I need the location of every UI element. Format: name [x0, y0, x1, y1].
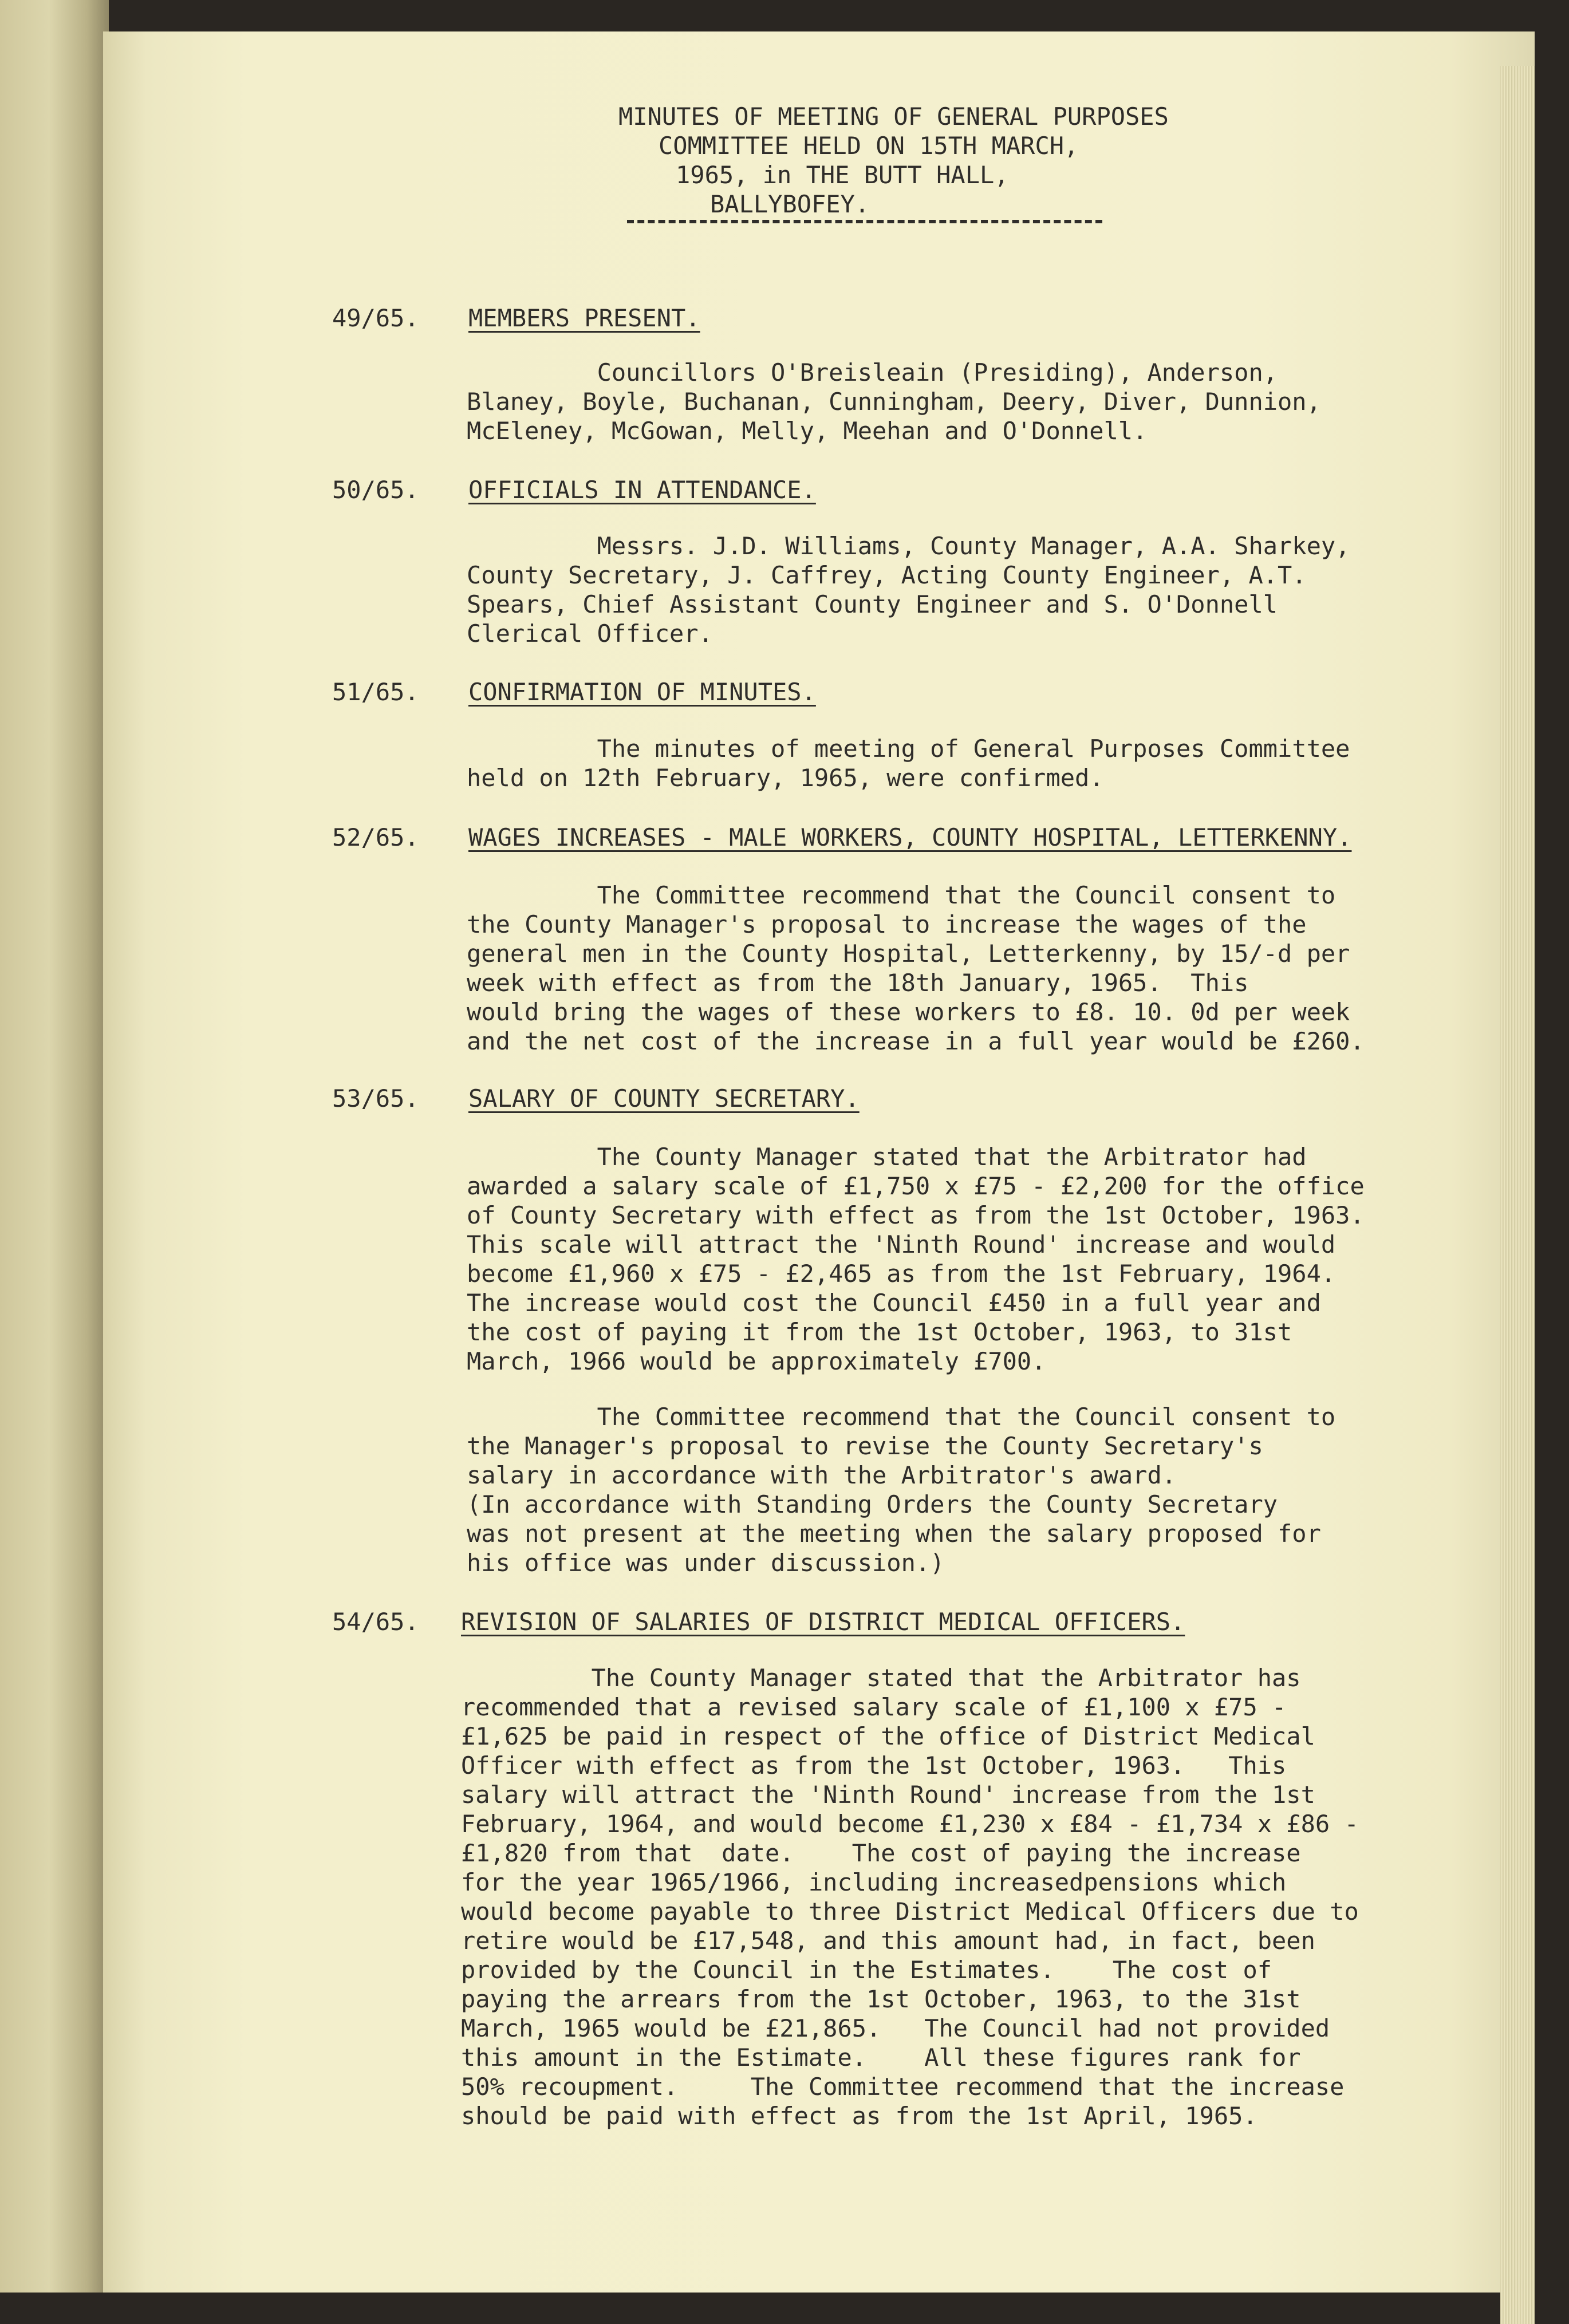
- text-line: The increase would cost the Council £450 in a full year and: [467, 1289, 1321, 1317]
- page-edge: [1500, 66, 1535, 2324]
- text-line: of County Secretary with effect as from the 1st October, 1963.: [467, 1201, 1365, 1229]
- text-line: this amount in the Estimate. All these figures rank for: [461, 2043, 1301, 2072]
- book-spine: [0, 0, 109, 2293]
- text-line: The County Manager stated that the Arbitrator has: [461, 1664, 1301, 1692]
- section-paragraph: [467, 881, 1371, 1056]
- text-line: £1,625 be paid in respect of the office of District Medical: [461, 1722, 1315, 1750]
- text-line: paying the arrears from the 1st October, 1963, to the 31st: [461, 1985, 1301, 2013]
- text-line: the County Manager's proposal to increase the wages of the: [467, 910, 1307, 938]
- section-number: 53/65.: [332, 1084, 419, 1112]
- text-line: March, 1966 would be approximately £700.: [467, 1347, 1046, 1375]
- text-line: should be paid with effect as from the 1st April, 1965.: [461, 2102, 1257, 2130]
- text-line: recommended that a revised salary scale of £1,100 x £75 -: [461, 1693, 1287, 1721]
- text-line: This scale will attract the 'Ninth Round' increase and would: [467, 1230, 1336, 1258]
- text-line: become £1,960 x £75 - £2,465 as from the 1st February, 1964.: [467, 1260, 1336, 1288]
- text-line: The Committee recommend that the Council consent to: [467, 881, 1336, 909]
- text-line: would bring the wages of these workers to £8. 10. 0d per week: [467, 998, 1350, 1026]
- text-line: his office was under discussion.): [467, 1549, 945, 1577]
- section-paragraph: [467, 358, 1371, 445]
- section-paragraph: [467, 531, 1371, 648]
- text-line: the Manager's proposal to revise the County Secretary's: [467, 1432, 1263, 1460]
- title-line-2: COMMITTEE HELD ON 15TH MARCH,: [659, 132, 1079, 160]
- section-heading: REVISION OF SALARIES OF DISTRICT MEDICAL OFFICERS.: [461, 1608, 1185, 1636]
- section-heading: WAGES INCREASES - MALE WORKERS, COUNTY HOSPITAL, LETTERKENNY.: [468, 823, 1352, 851]
- text-line: for the year 1965/1966, including increasedpensions which: [461, 1868, 1287, 1896]
- text-line: week with effect as from the 18th January, 1965. This: [467, 969, 1249, 997]
- section-number: 54/65.: [332, 1608, 419, 1636]
- text-line: salary will attract the 'Ninth Round' increase from the 1st: [461, 1781, 1315, 1809]
- text-line: Spears, Chief Assistant County Engineer and S. O'Donnell: [467, 590, 1278, 618]
- section-heading: MEMBERS PRESENT.: [468, 304, 700, 332]
- text-line: and the net cost of the increase in a full year would be £260.: [467, 1027, 1365, 1055]
- text-line: Blaney, Boyle, Buchanan, Cunningham, Deery, Diver, Dunnion,: [467, 388, 1321, 416]
- text-line: 50% recoupment. The Committee recommend that the increase: [461, 2073, 1345, 2101]
- section-paragraph: [461, 1663, 1366, 2130]
- text-line: Officer with effect as from the 1st October, 1963. This: [461, 1751, 1287, 1780]
- section-heading: CONFIRMATION OF MINUTES.: [468, 678, 816, 706]
- text-line: retire would be £17,548, and this amount had, in fact, been: [461, 1927, 1315, 1955]
- section-number: 49/65.: [332, 304, 419, 332]
- text-line: £1,820 from that date. The cost of paying the increase: [461, 1839, 1301, 1867]
- section-number: 52/65.: [332, 823, 419, 851]
- section-heading: OFFICIALS IN ATTENDANCE.: [468, 476, 816, 504]
- title-line-4: BALLYBOFEY.: [710, 190, 870, 218]
- text-line: provided by the Council in the Estimates. The cost of: [461, 1956, 1272, 1984]
- title-line-3: 1965, in THE BUTT HALL,: [676, 161, 1009, 189]
- text-line: Councillors O'Breisleain (Presiding), Anderson,: [467, 358, 1278, 386]
- text-line: the cost of paying it from the 1st October, 1963, to 31st: [467, 1318, 1292, 1346]
- section-number: 51/65.: [332, 678, 419, 706]
- text-line: awarded a salary scale of £1,750 x £75 - £2,200 for the office: [467, 1172, 1365, 1200]
- title-rule: [627, 220, 1102, 223]
- text-line: February, 1964, and would become £1,230 x £84 - £1,734 x £86 -: [461, 1810, 1359, 1838]
- text-line: would become payable to three District Medical Officers due to: [461, 1897, 1359, 1926]
- text-line: Messrs. J.D. Williams, County Manager, A.A. Sharkey,: [467, 532, 1350, 560]
- text-line: March, 1965 would be £21,865. The Council had not provided: [461, 2014, 1330, 2042]
- section-paragraph: [467, 1142, 1371, 1376]
- section-heading: SALARY OF COUNTY SECRETARY.: [468, 1084, 860, 1112]
- section-paragraph: [467, 1402, 1371, 1577]
- section-paragraph: [467, 734, 1371, 792]
- text-line: County Secretary, J. Caffrey, Acting County Engineer, A.T.: [467, 561, 1307, 589]
- text-line: Clerical Officer.: [467, 620, 713, 648]
- text-line: The County Manager stated that the Arbitrator had: [467, 1143, 1307, 1171]
- text-line: salary in accordance with the Arbitrator's award.: [467, 1461, 1177, 1489]
- text-line: McEleney, McGowan, Melly, Meehan and O'Donnell.: [467, 417, 1148, 445]
- text-line: general men in the County Hospital, Letterkenny, by 15/-d per: [467, 940, 1350, 968]
- title-line-1: MINUTES OF MEETING OF GENERAL PURPOSES: [618, 102, 1169, 131]
- text-line: was not present at the meeting when the salary proposed for: [467, 1520, 1321, 1548]
- section-number: 50/65.: [332, 476, 419, 504]
- text-line: The minutes of meeting of General Purposes Committee: [467, 735, 1350, 763]
- text-line: held on 12th February, 1965, were confirmed.: [467, 764, 1104, 792]
- text-line: (In accordance with Standing Orders the County Secretary: [467, 1490, 1278, 1518]
- text-line: The Committee recommend that the Council consent to: [467, 1403, 1336, 1431]
